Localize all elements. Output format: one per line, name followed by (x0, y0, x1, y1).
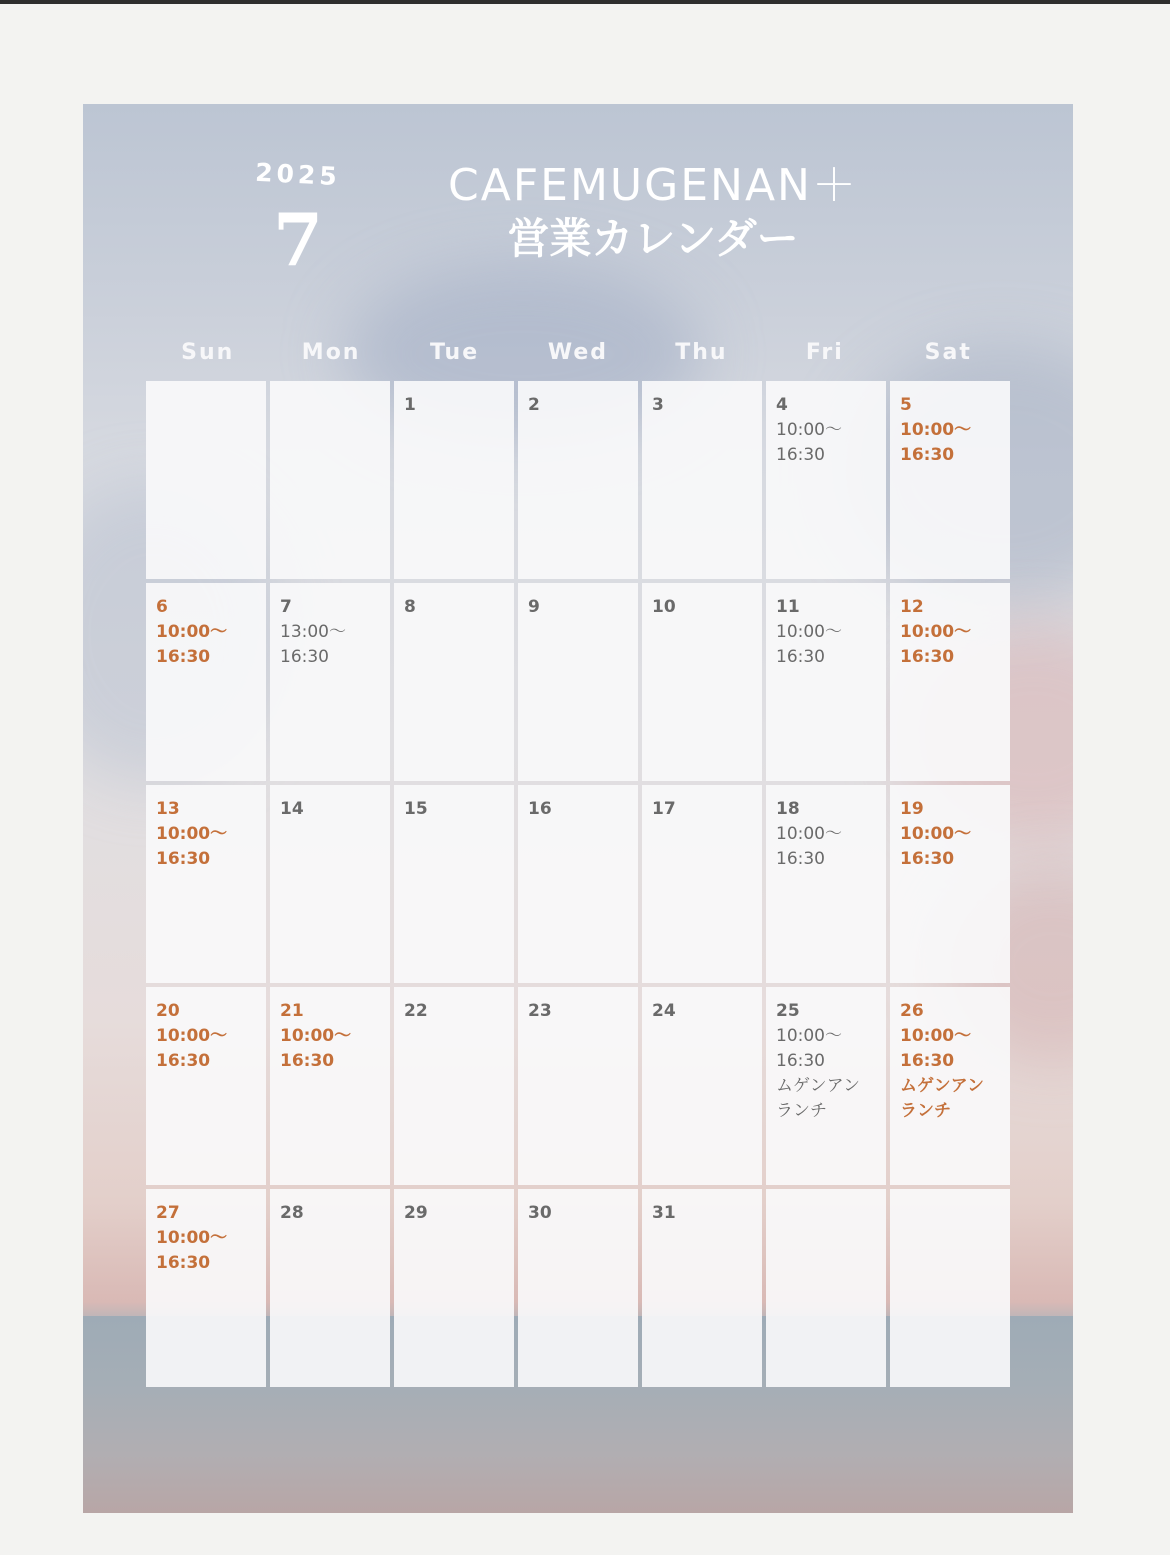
day-cell (518, 381, 638, 579)
business-hours: 10:00〜 (776, 420, 842, 440)
day-cell (270, 785, 390, 983)
event-note: ムゲンアン (900, 1076, 984, 1096)
weekday-label-mon: Mon (301, 340, 361, 365)
day-cell (890, 987, 1010, 1185)
day-cell (270, 987, 390, 1185)
day-number: 23 (528, 1001, 552, 1021)
day-number: 19 (900, 799, 924, 819)
day-number: 3 (652, 395, 664, 415)
event-note: ムゲンアン (776, 1076, 860, 1096)
day-cell (890, 381, 1010, 579)
weekday-label-thu: Thu (675, 340, 728, 365)
day-cell (394, 1189, 514, 1387)
business-hours: 10:00〜 (900, 622, 972, 642)
day-cell (270, 381, 390, 579)
business-hours: 16:30 (156, 647, 211, 667)
day-number: 14 (280, 799, 304, 819)
business-hours: 10:00〜 (900, 824, 972, 844)
business-hours: 16:30 (776, 1051, 825, 1071)
day-cell (146, 987, 266, 1185)
day-cell (642, 1189, 762, 1387)
day-number: 7 (280, 597, 292, 617)
day-number: 15 (404, 799, 428, 819)
day-number: 22 (404, 1001, 428, 1021)
day-cell (890, 785, 1010, 983)
top-bar (0, 0, 1170, 4)
day-number: 24 (652, 1001, 676, 1021)
day-number: 17 (652, 799, 676, 819)
day-number: 2 (528, 395, 540, 415)
day-cell (642, 583, 762, 781)
day-cell (394, 381, 514, 579)
day-number: 10 (652, 597, 676, 617)
day-cell (766, 987, 886, 1185)
business-hours: 16:30 (156, 1253, 211, 1273)
business-hours: 10:00〜 (156, 824, 228, 844)
day-number: 29 (404, 1203, 428, 1223)
day-number: 8 (404, 597, 416, 617)
day-cell (766, 1189, 886, 1387)
day-cell (642, 785, 762, 983)
business-hours: 16:30 (900, 849, 955, 869)
weekday-label-sun: Sun (181, 340, 235, 365)
business-hours: 16:30 (156, 849, 211, 869)
business-hours: 10:00〜 (776, 824, 842, 844)
day-number: 31 (652, 1203, 676, 1223)
day-cell (394, 785, 514, 983)
event-note: ランチ (900, 1101, 951, 1121)
business-hours: 16:30 (900, 1051, 955, 1071)
business-hours: 16:30 (156, 1051, 211, 1071)
event-note: ランチ (776, 1101, 827, 1121)
day-cell (642, 987, 762, 1185)
calendar-poster (83, 104, 1073, 1513)
day-cell (890, 583, 1010, 781)
business-hours: 10:00〜 (156, 1228, 228, 1248)
day-cell (518, 987, 638, 1185)
day-cell (766, 381, 886, 579)
weekday-label-tue: Tue (429, 340, 480, 365)
day-number: 5 (900, 395, 912, 415)
business-hours: 10:00〜 (900, 420, 972, 440)
calendar-year: 2025 (254, 157, 342, 192)
day-number: 30 (528, 1203, 552, 1223)
calendar-month: 7 (272, 197, 324, 282)
day-cell (518, 583, 638, 781)
day-cell (146, 1189, 266, 1387)
day-number: 27 (156, 1203, 180, 1223)
day-number: 1 (404, 395, 416, 415)
business-hours: 16:30 (900, 445, 955, 465)
cafe-name-title: CAFEMUGENAN＋ (448, 160, 858, 211)
day-number: 11 (776, 597, 800, 617)
business-hours: 10:00〜 (280, 1026, 352, 1046)
day-number: 4 (776, 395, 788, 415)
day-cell (146, 381, 266, 579)
day-cell (890, 1189, 1010, 1387)
day-number: 18 (776, 799, 800, 819)
business-hours: 13:00〜 (280, 622, 346, 642)
day-number: 16 (528, 799, 552, 819)
day-number: 20 (156, 1001, 180, 1021)
day-cell (518, 785, 638, 983)
day-cell (270, 1189, 390, 1387)
calendar-grid (146, 381, 1010, 1391)
business-calendar-title: 営業カレンダー (507, 214, 799, 263)
day-number: 25 (776, 1001, 800, 1021)
day-number: 13 (156, 799, 180, 819)
day-cell (766, 583, 886, 781)
day-cell (270, 583, 390, 781)
weekday-header (146, 340, 1010, 365)
business-hours: 16:30 (776, 849, 825, 869)
weekday-label-fri: Fri (805, 340, 844, 365)
business-hours: 10:00〜 (776, 622, 842, 642)
day-number: 28 (280, 1203, 304, 1223)
business-hours: 16:30 (776, 445, 825, 465)
day-cell (642, 381, 762, 579)
day-cell (394, 583, 514, 781)
day-cell (518, 1189, 638, 1387)
day-number: 6 (156, 597, 168, 617)
day-number: 12 (900, 597, 924, 617)
day-number: 21 (280, 1001, 304, 1021)
business-hours: 10:00〜 (156, 622, 228, 642)
business-hours: 10:00〜 (156, 1026, 228, 1046)
weekday-label-sat: Sat (924, 340, 972, 365)
day-cell (146, 785, 266, 983)
business-hours: 16:30 (280, 1051, 335, 1071)
day-cell (394, 987, 514, 1185)
day-cell (766, 785, 886, 983)
business-hours: 16:30 (776, 647, 825, 667)
business-hours: 10:00〜 (776, 1026, 842, 1046)
day-number: 9 (528, 597, 540, 617)
day-cell (146, 583, 266, 781)
business-hours: 16:30 (280, 647, 329, 667)
business-hours: 16:30 (900, 647, 955, 667)
weekday-label-wed: Wed (547, 340, 609, 365)
business-hours: 10:00〜 (900, 1026, 972, 1046)
day-number: 26 (900, 1001, 924, 1021)
